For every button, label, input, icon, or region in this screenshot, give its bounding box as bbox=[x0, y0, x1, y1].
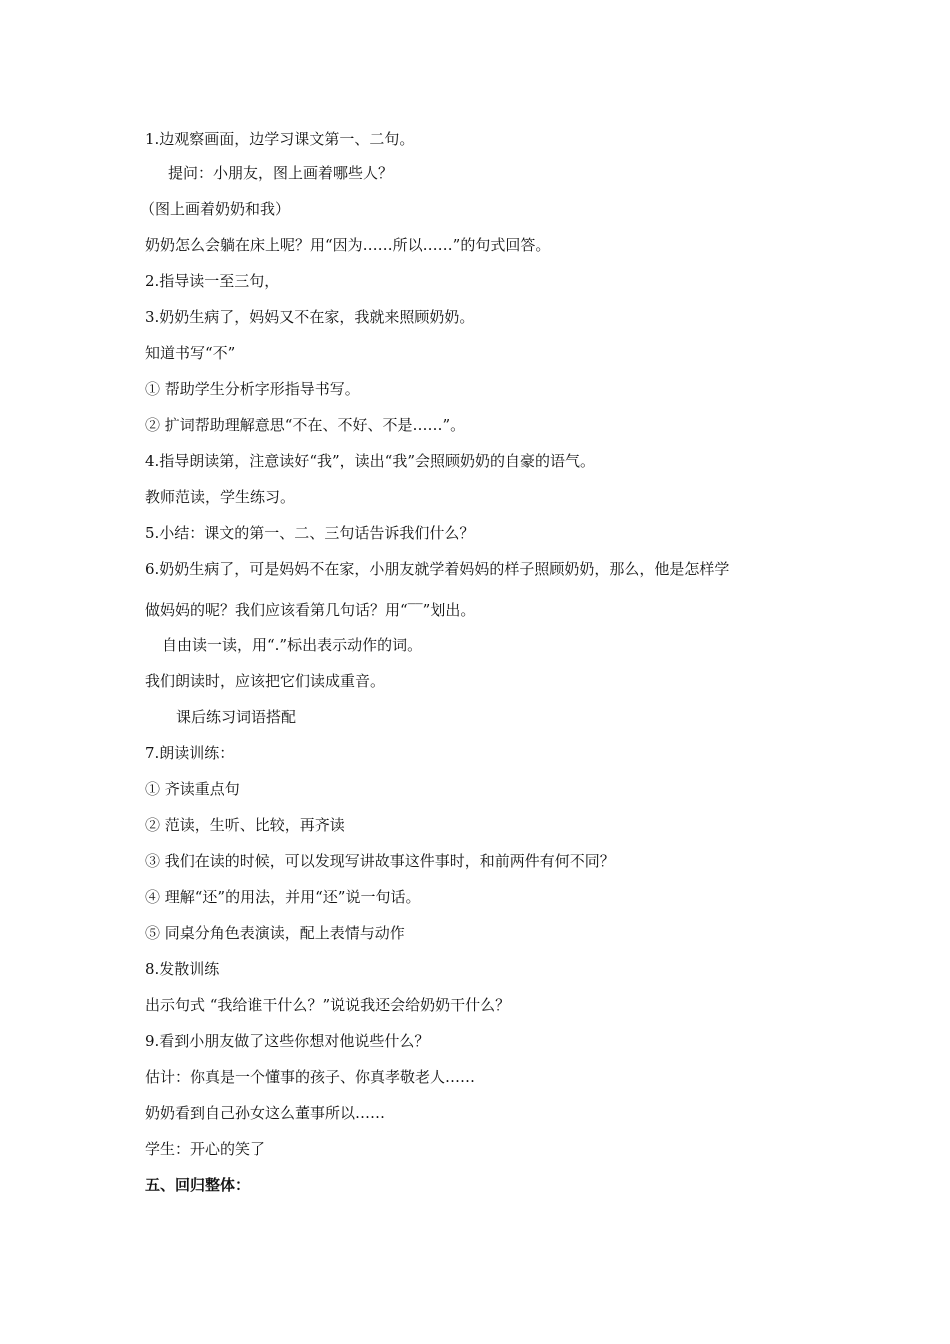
text-line-12: 5.小结：课文的第一、二、三句话告诉我们什么？ bbox=[145, 524, 475, 542]
text-line-15: 自由读一读，用“.”标出表示动作的词。 bbox=[162, 636, 423, 654]
text-line-13: 6.奶奶生病了，可是妈妈不在家，小朋友就学着妈妈的样子照顾奶奶，那么，他是怎样学 bbox=[145, 560, 730, 578]
text-line-17: 课后练习词语搭配 bbox=[176, 708, 297, 726]
text-line-27: 估计：你真是一个懂事的孩子、你真孝敬老人…… bbox=[145, 1068, 476, 1086]
text-line-25: 出示句式 “我给谁干什么？”说说我还会给奶奶干什么？ bbox=[145, 996, 511, 1014]
text-line-8: ① 帮助学生分析字形指导书写。 bbox=[145, 380, 360, 398]
text-line-14: 做妈妈的呢？我们应该看第几句话？用“‾‾”划出。 bbox=[145, 601, 476, 619]
text-line-28: 奶奶看到自己孙女这么董事所以…… bbox=[145, 1104, 386, 1122]
text-line-2: 提问：小朋友，图上画着哪些人？ bbox=[168, 164, 394, 182]
text-line-26: 9.看到小朋友做了这些你想对他说些什么？ bbox=[145, 1032, 430, 1050]
text-line-20: ② 范读，生听、比较，再齐读 bbox=[145, 816, 345, 834]
text-line-23: ⑤ 同桌分角色表演读，配上表情与动作 bbox=[145, 924, 405, 942]
section-heading: 五、回归整体： bbox=[145, 1176, 251, 1194]
text-line-4: 奶奶怎么会躺在床上呢？用“因为……所以……”的句式回答。 bbox=[145, 236, 551, 254]
text-line-3: （图上画着奶奶和我） bbox=[140, 200, 291, 218]
text-line-19: ① 齐读重点句 bbox=[145, 780, 240, 798]
text-line-6: 3.奶奶生病了，妈妈又不在家，我就来照顾奶奶。 bbox=[145, 308, 475, 326]
text-line-18: 7.朗读训练： bbox=[145, 744, 235, 762]
text-line-24: 8.发散训练 bbox=[145, 960, 220, 978]
text-line-1: 1.边观察画面，边学习课文第一、二句。 bbox=[145, 130, 415, 148]
text-line-9: ② 扩词帮助理解意思“不在、不好、不是……”。 bbox=[145, 416, 466, 434]
text-line-16: 我们朗读时，应该把它们读成重音。 bbox=[145, 672, 386, 690]
text-line-10: 4.指导朗读第，注意读好“我”，读出“我”会照顾奶奶的自豪的语气。 bbox=[145, 452, 595, 470]
text-line-5: 2.指导读一至三句， bbox=[145, 272, 280, 290]
text-line-11: 教师范读，学生练习。 bbox=[145, 488, 296, 506]
text-line-22: ④ 理解“还”的用法，并用“还”说一句话。 bbox=[145, 888, 421, 906]
text-line-29: 学生：开心的笑了 bbox=[145, 1140, 266, 1158]
text-line-21: ③ 我们在读的时候，可以发现写讲故事这件事时，和前两件有何不同？ bbox=[145, 852, 615, 870]
text-line-7: 知道书写“不” bbox=[145, 344, 236, 362]
